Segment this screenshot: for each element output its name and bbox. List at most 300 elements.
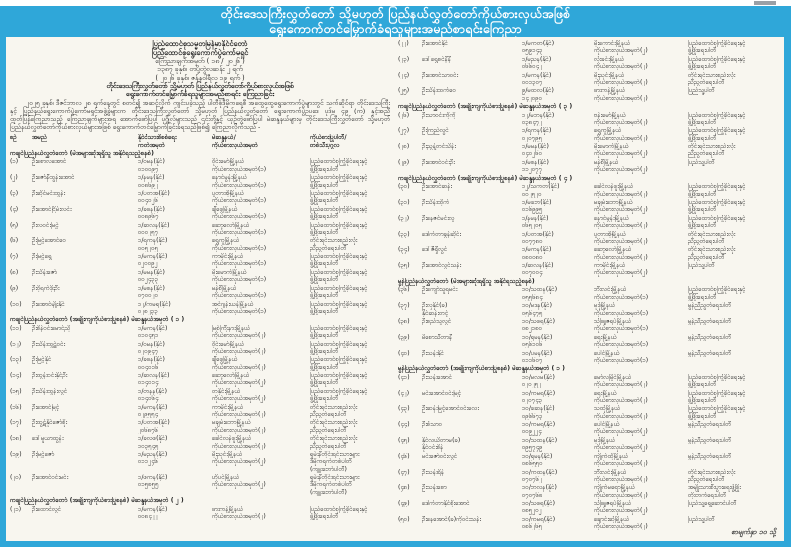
nrc-number: ၁/တနန(နိုင်) ၀၁၄၀၆၄ (138, 387, 168, 403)
nrc-number: ၁/မခဘ(နိုင်) ၀၁၆၉၉၅ (522, 199, 552, 214)
table-row (398, 500, 780, 515)
constituency: ဘီးလင်းမြို့နယ် ကိုယ်စားလှယ်အမှတ်(၂) (594, 468, 648, 483)
party: မွန်ညီညွတ်ရေးပါတီ (688, 452, 732, 460)
candidate-name: နိုင်လယိတာမ(ခ) နိုင်ဝင်းစိန် (422, 436, 461, 452)
constituency: ဝိုင်းမော်မြို့နယ် ကိုယ်စားလှယ်အမှတ်(၁) (212, 158, 267, 173)
row-serial: (၉) (10, 284, 19, 292)
party: တိုင်းရင်းသားစည်းလုံး ညီညွတ်ရေးပါတီ (310, 435, 358, 450)
banner-title-line2: ရွေးကောက်တင်မြှောက်ခံရသူများအမည်စာရင်းကြေညာ (269, 20, 522, 36)
candidate-name: ဒေါက်တာခွန်ဆိုင်း (422, 230, 462, 238)
constituency: သံဖြူဇရပ်မြို့နယ် ကိုယ်စားလှယ်အမှတ်(၂) (594, 500, 648, 515)
party: ပြည်ထောင်စုကြံ့ခိုင်ရေးနှင့် ဖွံ့ဖြိုးရေးပါတီ (310, 190, 368, 205)
table-row (398, 159, 780, 174)
nrc-number: ၁၀/မဒန(နိုင်) ၀၅၆၄၇၅ (522, 302, 553, 317)
col-header-constituency: မဲဆန္ဒနယ်/ ကိုယ်စားလှယ်အမှတ် (212, 134, 258, 149)
nrc-number: ၁/မစန(နိုင်) ၀၇၀၀၂၀ (138, 284, 165, 300)
party: တိုင်းရင်းသားစည်းလုံး ညီညွတ်ရေးပါတီ (688, 71, 736, 86)
party: ပြည်ထောင်စုကြံ့ခိုင်ရေးနှင့် ဖွံ့ဖြိုးရေးပါတီ (688, 373, 746, 389)
nrc-number: ၁/ရကန(နိုင်) ၀၀၅၂၀၅ (138, 237, 168, 252)
row-serial: (၃၁) (398, 199, 410, 207)
table-row (398, 215, 780, 230)
nrc-number: ၉/မထလ(နိုင်) ၁၄၂၀၉၀ (522, 87, 554, 102)
row-serial: (၄၀) (398, 349, 410, 357)
candidate-name: ဦးစည်သူလွင် (422, 318, 452, 325)
table-row (10, 269, 390, 284)
table-row (398, 484, 780, 499)
row-serial: (၄၂) (398, 389, 410, 397)
candidate-name: ဦးသိန်းထက်ဝေ (422, 87, 457, 95)
row-serial: (၂၀) (10, 474, 22, 482)
nrc-number: ၁/မကန(နိုင်) ၀၁၀၄၅၁ (138, 324, 168, 340)
nrc-number: ၁၂/သကတ(နိုင်) ၀၀၂၅၂၀ (522, 183, 560, 198)
constituency: ဝိုင်းမော်မြို့နယ် ကိုယ်စားလှယ်အမှတ်(၂) (212, 340, 266, 355)
candidate-name: ဦးလှနိုင်(ခ) နိုင်ဆန်းတင့် (422, 302, 449, 317)
constituency: ဆော့လော်မြို့နယ် ကိုယ်စားလှယ်အမှတ်(၁) (212, 221, 267, 236)
table-row (10, 190, 390, 205)
party: တိုင်းရင်းသားစည်းလုံး ညီညွတ်ရေးပါတီ (310, 419, 358, 434)
constituency: ဖားကန့်မြို့နယ် ကိုယ်စားလှယ်အမှတ်(၂) (212, 505, 266, 520)
nrc-number: ၁၀/သထန(နိုင်) ၀၉၅၇၄၉ (522, 436, 558, 452)
commission-title: ပြည်ထောင်စုရွေးကောက်ပွဲကော်မရှင် (151, 47, 249, 57)
table-row (10, 158, 390, 173)
table-header (10, 134, 390, 149)
row-serial: (၁၃) (10, 356, 22, 364)
nrc-number: ၁/ခဖန(နိုင်) ၀၀၈၉၆၇ (138, 205, 165, 221)
banner-title-line1: တိုင်းဒေသကြီးလွှတ်တော် သို့မဟုတ် ပြည်နယ်လွှတ်တော်ကိုယ်စားလှယ်အဖြစ် (220, 6, 571, 21)
table-row (10, 419, 390, 434)
left-column (10, 40, 390, 538)
constituency: တနိုင်းမြို့နယ် ကိုယ်စားလှယ်အမှတ်(၂) (212, 387, 266, 403)
table-row (398, 143, 780, 158)
candidate-name: ဦးထောင်လွင် (32, 505, 62, 513)
nrc-number: ၁၀/မလမ(နိုင်) ၀၂၀၂၅၂ (522, 373, 555, 389)
party: ပြည်ထောင်စုကြံ့ခိုင်ရေးနှင့် ဖွံ့ဖြိုးရေးပါတီ (688, 111, 746, 126)
col-header-serial: စဉ် (10, 134, 17, 142)
candidate-name: ဦးသိန်းထွန်းလွင် (32, 387, 68, 395)
col-header-name: အမည် (32, 134, 47, 142)
party: မွန်ညီညွတ်ရေးပါတီ (688, 333, 732, 341)
candidate-name: ဦးဝိုရက်ဒိုးဦး (32, 284, 60, 292)
candidate-name: မင်းဇော်ဝင်းလွင် (422, 452, 458, 460)
table-row (10, 341, 390, 356)
constituency: လုံးခင်းမြို့နယ် ကိုယ်စားလှယ်အမှတ်(၂) (594, 55, 648, 71)
party: ပြည်ထောင်စုကြံ့ခိုင်ရေးနှင့် ဖွံ့ဖြိုးရေးပါတီ (310, 372, 368, 387)
candidate-name: ဦးဆန်းမြင့်အောင်ဝင်းလေး (422, 405, 479, 413)
subject-line1: တိုင်းဒေသကြီးလွှတ်တော် သို့မဟုတ် ပြည်နယ်လွှတ်တော်ကိုယ်စားလှယ်အဖြစ် (106, 81, 294, 90)
table-row (398, 112, 780, 127)
nrc-number: ၁၀/သဖရ(နိုင်) ၀၈၅၂၀၂ (522, 500, 556, 515)
row-serial: (၂၂) (398, 40, 409, 47)
row-serial: (၄၁) (398, 373, 410, 381)
row-serial: (၂) (10, 174, 18, 182)
nrc-number: ၁၀/ကမရ(နိုင်) ၀၈၆၂၆၅ (522, 515, 556, 531)
constituency: မချမ်းဘောမြို့နယ် ကိုယ်စားလှယ်အမှတ်(၂) (594, 199, 648, 214)
table-row (10, 435, 390, 450)
constituency: ဘီးလင်းမြို့နယ် ကိုယ်စားလှယ်အမှတ်(၁) (594, 286, 649, 301)
table-row (10, 325, 390, 340)
candidate-name: ဦးသိန်းဇော် (32, 268, 57, 276)
candidate-name: ဦးအောင်နိုင် (422, 40, 449, 47)
row-serial: (၂၄) (398, 71, 410, 79)
table-row (398, 390, 780, 405)
party: ပြည်ထောင်စုကြံ့ခိုင်ရေးနှင့် ဖွံ့ဖြိုးရေးပါတီ (688, 199, 746, 214)
constituency: ရေးမြို့နယ် ကိုယ်စားလှယ်အမှတ်(၂) (594, 389, 648, 404)
table-row (398, 87, 780, 102)
section-header: မွန်ပြည်နယ်လွှတ်တော် (အချိုးကျကိုယ်စားပြုစနစ်) မဲဆန္ဒနယ်အမှတ် ( ၁ ) (398, 365, 565, 373)
table-row (10, 451, 390, 473)
candidate-name: ဦးသာဝင်းကိုကို (422, 111, 456, 119)
announcement-number: ကြေညာချက်အမှတ် ( ၁၈ / ၂၀၂၆ ) (155, 57, 245, 66)
row-serial: (၁၆) (10, 403, 22, 411)
party: ပြည်ထောင်စုကြံ့ခိုင်ရေးနှင့် ဖွံ့ဖြိုးရေးပါတီ (688, 40, 746, 55)
constituency: ပူတာအိုမြို့နယ် ကိုယ်စားလှယ်အမှတ်(၂) (594, 230, 648, 245)
constituency: ကာမိုင်းမြို့နယ် ကိုယ်စားလှယ်အမှတ်(၁) (212, 253, 267, 268)
nrc-number: ၁/ပတအ(နိုင်) ၂၀၆၈၇၆ (138, 419, 170, 434)
constituency: မိုးမောက်မြို့နယ် ကိုယ်စားလှယ်အမှတ်(၁) (212, 268, 267, 284)
party: မွန်ညီညွတ်ရေးပါတီ (688, 302, 732, 310)
constituency: မိုးညှင်းမြို့နယ် ကိုယ်စားလှယ်အမှတ်(၂) (212, 451, 266, 466)
candidate-name: ဦးအောင်ငြိမ်းလင်း (32, 205, 72, 213)
candidate-name: ဦးလဝင်းမြင့် (32, 221, 59, 229)
nrc-number: ၁/ပတအ(နိုင်) ၀၀၇၇၈၀ (522, 230, 554, 245)
row-serial: (၅) (10, 221, 19, 229)
row-serial: (၂၇) (398, 127, 410, 135)
constituency: မချမ်းဘောမြို့နယ် ကိုယ်စားလှယ်အမှတ်(၂) (212, 419, 266, 434)
party: ပြည်ထောင်စုကြံ့ခိုင်ရေးနှင့် ဖွံ့ဖြိုးရေးပါတီ (310, 340, 368, 355)
row-serial: (၂၈) (398, 143, 410, 151)
nrc-number: ၁၀/ခဆန(နိုင်) ၀၉၆၆၇၃ (522, 405, 555, 420)
table-row (10, 506, 390, 521)
candidate-name: ဦးအောင်သာဝင်း (422, 71, 459, 79)
nrc-number: ၁/ဆလန(နိုင်) ၀၀၇၀၀၄ (522, 262, 554, 277)
candidate-name: ဦးနေဇင်မင်းလူ (422, 214, 455, 222)
candidate-name: ဦးစံသာဝ (422, 421, 443, 429)
candidate-name: ဒေါက်တာနိုင်စိုးအောင် (422, 500, 470, 508)
candidate-name: ဦးထွန်းဝင်းနိုင်ဦး (32, 372, 68, 380)
row-serial: (၆) (10, 237, 19, 245)
row-serial: (၂၁) (10, 505, 22, 513)
nrc-number: ၁/ရကန(နိုင်) ၀၂၀၇၉၅ (522, 127, 552, 142)
party: အမျိုးသားစီးပွားရေးဖွံ့ဖြိုး တိုးတက်ရေးပါတီ (688, 484, 741, 499)
party: တိုင်းရင်းသားစည်းလုံး ညီညွတ်ရေးပါတီ (688, 143, 736, 158)
constituency: ခေါင်လန်ဖူးမြို့နယ် ကိုယ်စားလှယ်အမှတ်(၂) (594, 183, 648, 198)
party: ပြည်ထောင်စုကြံ့ခိုင်ရေးနှင့် ဖွံ့ဖြိုးရေးပါတီ (310, 387, 368, 403)
constituency: မိုးကောင်းမြို့နယ် ကိုယ်စားလှယ်အမှတ်(၂) (594, 40, 648, 55)
constituency: ဖားကန့်မြို့နယ် ကိုယ်စားလှယ်အမှတ်(၂) (594, 87, 648, 102)
table-row (398, 453, 780, 468)
candidate-name: ဦးအောင်လွင်သန်း (422, 262, 462, 270)
subject-line2: ရွေးကောက်တင်မြှောက်ခံရသူများအမည်စာရင်း ကြေညာခြင်း (125, 90, 275, 98)
right-column (398, 40, 780, 538)
document-heading (10, 40, 390, 98)
constituency: ပူတာအိုမြို့နယ် ကိုယ်စားလှယ်အမှတ်(၁) (212, 190, 267, 205)
party: ပြည်ထောင်စုကြံ့ခိုင်ရေးနှင့် ဖွံ့ဖြိုးရေးပါတီ (310, 356, 368, 371)
nrc-number: ၁/မကန(နိုင်) ၀၂၀၀၉၂ (138, 253, 168, 268)
row-serial: (၃) (10, 190, 19, 198)
row-serial: (၁၄) (10, 372, 22, 380)
candidate-name: ဦးအောင်ဝင်းဦး (422, 158, 455, 166)
party: ပြည်ထောင်စုကြံ့ခိုင်ရေးနှင့် ဖွံ့ဖြိုးရေးပါတီ (688, 405, 746, 420)
candidate-name: ဒေါ်မူယာထွန်း (32, 435, 64, 443)
row-serial: (၃၅) (398, 262, 410, 270)
table-row (398, 72, 780, 87)
table-row (10, 388, 390, 403)
party: တိုင်းရင်းသားစည်းလုံး ညီညွတ်ရေးပါတီ (688, 468, 736, 483)
party: ပြည်ထောင်စုကြံ့ခိုင်ရေးနှင့် ဖွံ့ဖြိုးရေးပါတီ (688, 214, 746, 230)
row-serial: (၃၂) (398, 214, 410, 222)
row-serial: (၄၆) (398, 452, 410, 460)
candidate-name: မင်းအောင်ဝင်းမြင့် (422, 389, 462, 397)
candidate-name: ဦးဇော်နီထွန်းအောင် (32, 174, 75, 182)
page-corner-mark (754, 1, 776, 5)
party: ပြည်ထောင်စုကြံ့ခိုင်ရေးနှင့် ဖွံ့ဖြိုးရေးပါတီ (688, 55, 746, 71)
row-serial: (၄၃) (398, 405, 410, 413)
candidate-name: ဦးအောင်ဝင်းမင်း (32, 474, 69, 482)
table-row (398, 334, 780, 349)
nrc-number: ၁၀/ရမန(နိုင်) ၀၈၆၅၅၀ (522, 452, 553, 468)
row-serial: (၄၄) (398, 421, 410, 429)
nrc-number: ၁/မစန(နိုင်) ၁၁၂၀၇၇ (522, 158, 549, 174)
nrc-number: ၁/ခဖန(နိုင်) ၀၀၄၀၁၆ (138, 356, 165, 371)
party: ပြည်ထောင်စုကြံ့ခိုင်ရေးနှင့် ဖွံ့ဖြိုးရေးပါတီ (688, 389, 746, 404)
nrc-number: ၁/မမန(နိုင်) ၀၄၀၂၆၀ (522, 143, 549, 158)
candidate-name: ဦးသန်းနိုင် (422, 349, 445, 357)
nrc-number: ၁၀/သထန(နိုင်) ၀၅၅၆၈၄ (522, 286, 558, 301)
constituency: ဆော့လော်မြို့နယ် ကိုယ်စားလှယ်အမှတ်(၂) (594, 246, 648, 261)
row-serial: (၁၅) (10, 387, 22, 395)
nrc-number: ၁/မညန(နိုင်) ၀၆၆၀၄၂ (522, 55, 552, 71)
row-serial: (၄၇) (398, 468, 410, 476)
constituency: ချောင်းဆုံမြို့နယ် ကိုယ်စားလှယ်အမှတ်(၂) (594, 515, 648, 531)
constituency: ချီဖွေမြို့နယ် ကိုယ်စားလှယ်အမှတ်(၂) (212, 356, 266, 371)
page-content (6, 37, 784, 541)
table-row (398, 127, 780, 142)
table-row (10, 174, 390, 189)
row-serial: (၃၈) (398, 318, 410, 325)
nrc-number: ၁/မကတ(နိုင်) ၀၅၉၁၄၃ (522, 40, 555, 55)
table-row (10, 206, 390, 221)
candidate-name: ဒေါ်ဇီရှီလွင် (422, 246, 448, 254)
nrc-number: ၁၀/ကမရ(နိုင်) ၀၀၉၂၂၄ (522, 421, 556, 436)
row-serial: (၄၈) (398, 484, 410, 492)
nrc-number: ၁/ဆလန(နိုင်) ၀၁၄၀၁၄ (138, 372, 170, 387)
section-header: ကချင်ပြည်နယ်လွှတ်တော် (မဲအများဆုံးရရှိသူ အနိုင်ရသည့်စနစ်) (10, 149, 154, 157)
candidate-name: ဦးမြင့်နိုင် (32, 356, 52, 364)
row-serial: (၂၆) (398, 111, 410, 119)
party: ပြည်ထောင်စုကြံ့ခိုင်ရေးနှင့် ဖွံ့ဖြိုးရေးပါတီ (688, 183, 746, 198)
table-row (10, 404, 390, 419)
row-serial: (၃၀) (398, 183, 410, 191)
constituency: ကျိုက်ထိုမြို့နယ် ကိုယ်စားလှယ်အမှတ်(၂) (594, 452, 648, 468)
row-serial: (၇) (10, 253, 19, 261)
nrc-number: ၁၀/ကမရ(နိုင်) ၀၂၀၇၄၃ (522, 389, 556, 404)
party: ပြည်ထောင်စုကြံ့ခိုင်ရေးနှင့် ဖွံ့ဖြိုးရေးပါတီ (310, 324, 368, 340)
row-serial: (၁၂) (10, 340, 22, 348)
constituency: မန်စီမြို့နယ် ကိုယ်စားလှယ်အမှတ်(၁) (212, 284, 267, 300)
constituency: ဟိုပင်မြို့နယ် ကိုယ်စားလှယ်အမှတ်(၂) (212, 474, 266, 489)
continued-page-note: စာမျက်နှာ ၁၀ သို့ (731, 528, 776, 536)
party: ပြည်ထောင်စုကြံ့ခိုင်ရေးနှင့် ဖွံ့ဖြိုးရေးပါတီ (310, 158, 368, 173)
candidate-name: ဒေါ်ရွှေစင်နီနီ (422, 55, 452, 63)
candidate-name: ဦးစိန်ဝင်းမောင်ညို (32, 324, 71, 332)
party: ပြည်ထောင်စုကြံ့ခိုင်ရေးနှင့် ဖွံ့ဖြိုးရေးပါတီ (688, 286, 746, 301)
party: ပြည်ထောင်စုကြံ့ခိုင်ရေးနှင့် ဖွံ့ဖြိုးရေးပါတီ (310, 221, 368, 236)
row-serial: (၃၇) (398, 302, 410, 310)
row-serial: (၁၇) (10, 419, 22, 427)
constituency: အင်ဂျန်းယန်မြို့နယ် ကိုယ်စားလှယ်အမှတ်(၁) (212, 300, 267, 315)
table-row (398, 40, 780, 55)
row-serial: (၁) (10, 158, 19, 166)
table-row (398, 437, 780, 452)
table-row (10, 356, 390, 371)
constituency: ဆော့လော်မြို့နယ် ကိုယ်စားလှယ်အမှတ်(၂) (212, 372, 266, 387)
party: ပြည်သူ့ပါတီ (688, 262, 715, 270)
candidate-name: ဦးမြင့်ဇော် (32, 451, 55, 459)
nrc-number: ၁/မမန(နိုင်) ၀၀၂၄၃၃ (138, 268, 165, 284)
candidate-name: ဦးကြည်လွင် (422, 127, 449, 135)
party: မွန်ညီညွတ်ရေးပါတီ (688, 318, 732, 325)
constituency: သထုံမြို့နယ် ကိုယ်စားလှယ်အမှတ်(၂) (594, 405, 648, 420)
nrc-number: ၁/ခလဖ(နိုင်) ၁၀၃၅၄၅ (138, 435, 168, 450)
candidate-name: ဦးကျော်သူရမင်း (422, 286, 458, 294)
party: ရှမ်းနီတိုင်းရင်းသားများ ဒီမိုကရက်တစ်ပါတီ (ကျူးဘော်ပါတီ) (310, 451, 360, 473)
table-row (10, 301, 390, 316)
candidate-name: မိစောသီတာနီ (422, 333, 453, 341)
col-header-nrc: နိုင်ငံသားစိစစ်ရေး ကတ်အမှတ် (138, 134, 177, 149)
party: မွန်ညီညွတ်ရေးပါတီ (688, 436, 732, 444)
constituency: နောင်မွန်းမြို့နယ် ကိုယ်စားလှယ်အမှတ်(၂) (594, 214, 648, 230)
party: ပြည်သူ့ရှေ့ဆောင်ပါတီ (688, 500, 737, 508)
nrc-number: ၁၀/သဖရ(နိုင်) ၀၈၂၁၈၀ (522, 318, 556, 333)
candidate-name: ဦးဆိုင်မင်းထွန်း (32, 190, 66, 198)
party: မွန်ညီညွတ်ရေးပါတီ (688, 421, 732, 429)
right-table-rows (398, 40, 780, 530)
row-serial: (၅၀) (398, 515, 410, 523)
nrc-number: ၁/နမန(နိုင်) ၀၆၅၂၀၅ (522, 214, 549, 230)
constituency: မုဒုံမြို့နယ် ကိုယ်စားလှယ်အမှတ်(၂) (594, 436, 648, 452)
party: ပြည်ထောင်စုကြံ့ခိုင်ရေးနှင့် ဖွံ့ဖြိုးရေးပါတီ (310, 253, 368, 268)
row-serial: (၁၈) (10, 435, 22, 443)
party: တိုင်းရင်းသားစည်းလုံး ညီညွတ်ရေးပါတီ (310, 403, 358, 418)
row-serial: (၁၁) (10, 324, 22, 332)
party: ပြည်သူ့ပါတီ (688, 87, 715, 95)
constituency: ရေးမြို့နယ် ကိုယ်စားလှယ်အမှတ်(၁) (594, 333, 649, 349)
candidate-name: ဦးအောင်မျိုးနိုင် (32, 300, 65, 308)
candidate-name: ဦးသန်းစော (422, 484, 447, 492)
candidate-name: ဦးအောင်မြင့် (32, 403, 60, 411)
party: တိုင်းရင်းသားစည်းလုံး ညီညွတ်ရေးပါတီ (688, 230, 736, 245)
constituency: ခေါင်လန်ဖူးမြို့နယ် ကိုယ်စားလှယ်အမှတ်(၂) (212, 435, 266, 450)
table-row (398, 302, 780, 317)
constituency: ကာမိုင်းမြို့နယ် ကိုယ်စားလှယ်အမှတ်(၂) (212, 403, 266, 418)
constituency: ဗန်းမော်မြို့နယ် ကိုယ်စားလှယ်အမှတ်(၂) (594, 111, 648, 126)
table-row (10, 372, 390, 387)
table-row (10, 222, 390, 237)
gregorian-date: ( ၂၀၂၆ ခုနှစ်၊ ဇန်နဝါရီလ ၁၉ ရက် ) (155, 73, 245, 82)
col-header-party: ကိုယ်စားပြုပါတီ/ တစ်သီးပုဂ္ဂလ (310, 134, 347, 149)
intro-paragraph: ၂၀၂၅ ခုနှစ်၊ ဒီဇင်ဘာလ ၂၈ ရက်နေ့တွင် စတင်၍ အဆင့်လိုက် ကျင်းပခဲ့သည့် ပါတီစုံဒီမိုကရေစီ အထွေထွေရွေးကောက်ပွဲများတွင် သက်ဆိုင်ရာ တိုင်းဒေသကြီးနှင့် ပြည်နယ်ရွေးကောက်ပွဲကော်မရှင်အဖွဲ့ခွဲများက တိုင်းဒေသကြီးလွှတ်တော် သို့မဟုတ် ပြည်နယ်လွှတ်တော် ရွေးကောက်ပွဲဥပဒေ ပုဒ်မ ၄၉ (က) နှင့်အညီ ထုတ်ပြန်ကြေညာသည့် ကြေညာချက်များအရ အောက်ဖော်ပြပါ ပုဂ္ဂိုလ်များသည် ၎င်းတို့နှင့် ယှဉ်တွဲဖော်ပြပါ မဲဆန္ဒနယ်များမှ တိုင်းဒေသကြီးလွှတ်တော် သို့မဟုတ် ပြည်နယ်လွှတ်တော်ကိုယ်စားလှယ်များအဖြစ် ရွေးကောက်တင်မြှောက်ခြင်းခံရသည်ဖြစ်၍ ကြေညာလိုက်သည် - (10, 99, 390, 131)
row-serial: (၄) (10, 205, 19, 213)
table-row (398, 516, 780, 531)
table-row (398, 421, 780, 436)
table-row (398, 183, 780, 198)
constituency: ရွှေကူမြို့နယ် ကိုယ်စားလှယ်အမှတ်(၂) (594, 127, 648, 142)
nrc-number: ၁၀/ဘလန(နိုင်) ၀၇၀၇၆၈ (522, 484, 557, 499)
constituency: ပေါင်မြို့နယ် ကိုယ်စားလှယ်အမှတ်(၂) (594, 421, 648, 436)
constituency: မန်စီမြို့နယ် ကိုယ်စားလှယ်အမှတ်(၂) (594, 158, 648, 174)
table-row (10, 237, 390, 252)
announcement-banner (0, 6, 791, 37)
candidate-name: ဦးသန်းရိန် (422, 468, 445, 476)
table-row (398, 350, 780, 365)
constituency: မုဒုံမြို့နယ် ကိုယ်စားလှယ်အမှတ်(၁) (594, 302, 649, 317)
party: ရှမ်းနီတိုင်းရင်းသားများ ဒီမိုကရက်တစ်ပါတီ (ကျူးဘော်ပါတီ) (310, 474, 360, 496)
row-serial: (၂၉) (398, 158, 410, 166)
party: ပြည်ထောင်စုကြံ့ခိုင်ရေးနှင့် ဖွံ့ဖြိုးရေးပါတီ (310, 505, 368, 520)
party: ပြည်ထောင်စုကြံ့ခိုင်ရေးနှင့် ဖွံ့ဖြိုးရေးပါတီ (310, 174, 368, 189)
constituency: ရွှေကူမြို့နယ် ကိုယ်စားလှယ်အမှတ်(၁) (212, 237, 267, 252)
table-row (398, 469, 780, 484)
candidate-name: ဦးညွန့်တင်သိန်း (422, 143, 456, 151)
nrc-number: ၁/ဝမန(နိုင်) ၀၁၀၀၉၇ (138, 158, 165, 173)
candidate-name: ဦးနေအောင်(ခ)ကိုဝင်းသန်း (422, 515, 482, 523)
section-header: မွန်ပြည်နယ်လွှတ်တော် (မဲအများဆုံးရရှိသူ အနိုင်ရသည့်စနစ်) (398, 277, 535, 285)
table-row (398, 262, 780, 277)
nrc-number: ၁၀/ကထန(နိုင်) ၀၇၀၇၆၂ (522, 468, 558, 483)
party: မွန်ညီညွတ်ရေးပါတီ (688, 349, 732, 357)
constituency: ကာမိုင်းမြို့နယ် ကိုယ်စားလှယ်အမှတ်(၂) (594, 262, 648, 277)
party: ပြည်ထောင်စုကြံ့ခိုင်ရေးနှင့် ဖွံ့ဖြိုးရေးပါတီ (310, 284, 368, 300)
party: ပြည်ထောင်စုကြံ့ခိုင်ရေးနှင့် ဖွံ့ဖြိုးရေးပါတီ (688, 127, 746, 142)
row-serial: (၃၃) (398, 230, 410, 238)
candidate-name: ဦးမြင့်ရွှေ (32, 253, 52, 261)
nrc-number: ၁၂/ကမရ(နိုင်) ၀၂၈၂၃၃ (138, 300, 171, 315)
row-serial: (၂၅) (398, 87, 410, 95)
table-row (398, 405, 780, 420)
table-row (398, 246, 780, 261)
burmese-date: ၁၃၈၇ ခုနှစ်၊ တပို့တွဲလဆန်း ၂ ရက် (157, 65, 243, 74)
nrc-number: ၁/မကန(နိုင်) ၀၈၀၀၈၀ (522, 246, 552, 261)
row-serial: (၄၉) (398, 500, 410, 508)
row-serial: (၈) (10, 268, 19, 276)
table-row (398, 374, 780, 389)
candidate-name: ဦးမြင့်အောင်ဝေ (32, 237, 67, 245)
nrc-number: ၁၂/မဘန(နိုင်) ၀၃၈၄၇၂ (522, 111, 555, 126)
nrc-number: ၁/ဝမန(နိုင်) ၀၂၀၉၄၇ (138, 340, 165, 355)
party: ပြည်ထောင်စုကြံ့ခိုင်ရေးနှင့် ဖွံ့ဖြိုးရေးပါတီ (310, 268, 368, 284)
table-row (10, 253, 390, 268)
frame-right-bar (784, 6, 791, 547)
section-header: ကချင်ပြည်နယ်လွှတ်တော် (အချိုးကျကိုယ်စားပြုစနစ်) မဲဆန္ဒနယ်အမှတ် ( ၂ ) (10, 497, 184, 505)
nrc-number: ၁/မကန(နိုင်) ၀၀၈၄၂၂ (138, 505, 168, 520)
constituency: ကျိုက်မရောမြို့နယ် ကိုယ်စားလှယ်အမှတ်(၂) (594, 484, 648, 499)
nrc-number: ၁/မကန(နိုင်) ၀၀၁၃၀၇ (522, 71, 552, 86)
row-serial: (၄၅) (398, 436, 410, 444)
constituency: ပေါင်မြို့နယ် ကိုယ်စားလှယ်အမှတ်(၁) (594, 349, 649, 364)
candidate-name: ဦးစောလအောင် (32, 158, 67, 166)
candidate-name: ဦးသိန်းထွဋ်ဝင်း (32, 340, 66, 348)
party: တိုင်းရင်းသားစည်းလုံး ညီညွတ်ရေးပါတီ (310, 237, 358, 252)
nrc-number: ၁/နမန(နိုင်) ၀၀၈၆၉၂ (138, 174, 165, 189)
nrc-number: ၁/ဖကန(နိုင်) ၀၁၅၈၅၅ (138, 474, 168, 489)
constituency: သံဖြူဇရပ်မြို့နယ် ကိုယ်စားလှယ်အမှတ်(၁) (594, 318, 649, 333)
candidate-name: ဦးသန်းအောင် (422, 373, 453, 381)
table-row (398, 231, 780, 246)
party: ပြည်သူ့ပါတီ (688, 158, 715, 166)
section-header: ကချင်ပြည်နယ်လွှတ်တော် (အချိုးကျကိုယ်စားပြုစနစ်) မဲဆန္ဒနယ်အမှတ် ( ၄ ) (398, 174, 573, 182)
nrc-number: ၁/မညန(နိုင်) ၀၁၁၂၄၆ (138, 451, 168, 466)
section-header: ကချင်ပြည်နယ်လွှတ်တော် (အချိုးကျကိုယ်စားပြုစနစ်) မဲဆန္ဒနယ်အမှတ် ( ၁ ) (10, 316, 185, 324)
